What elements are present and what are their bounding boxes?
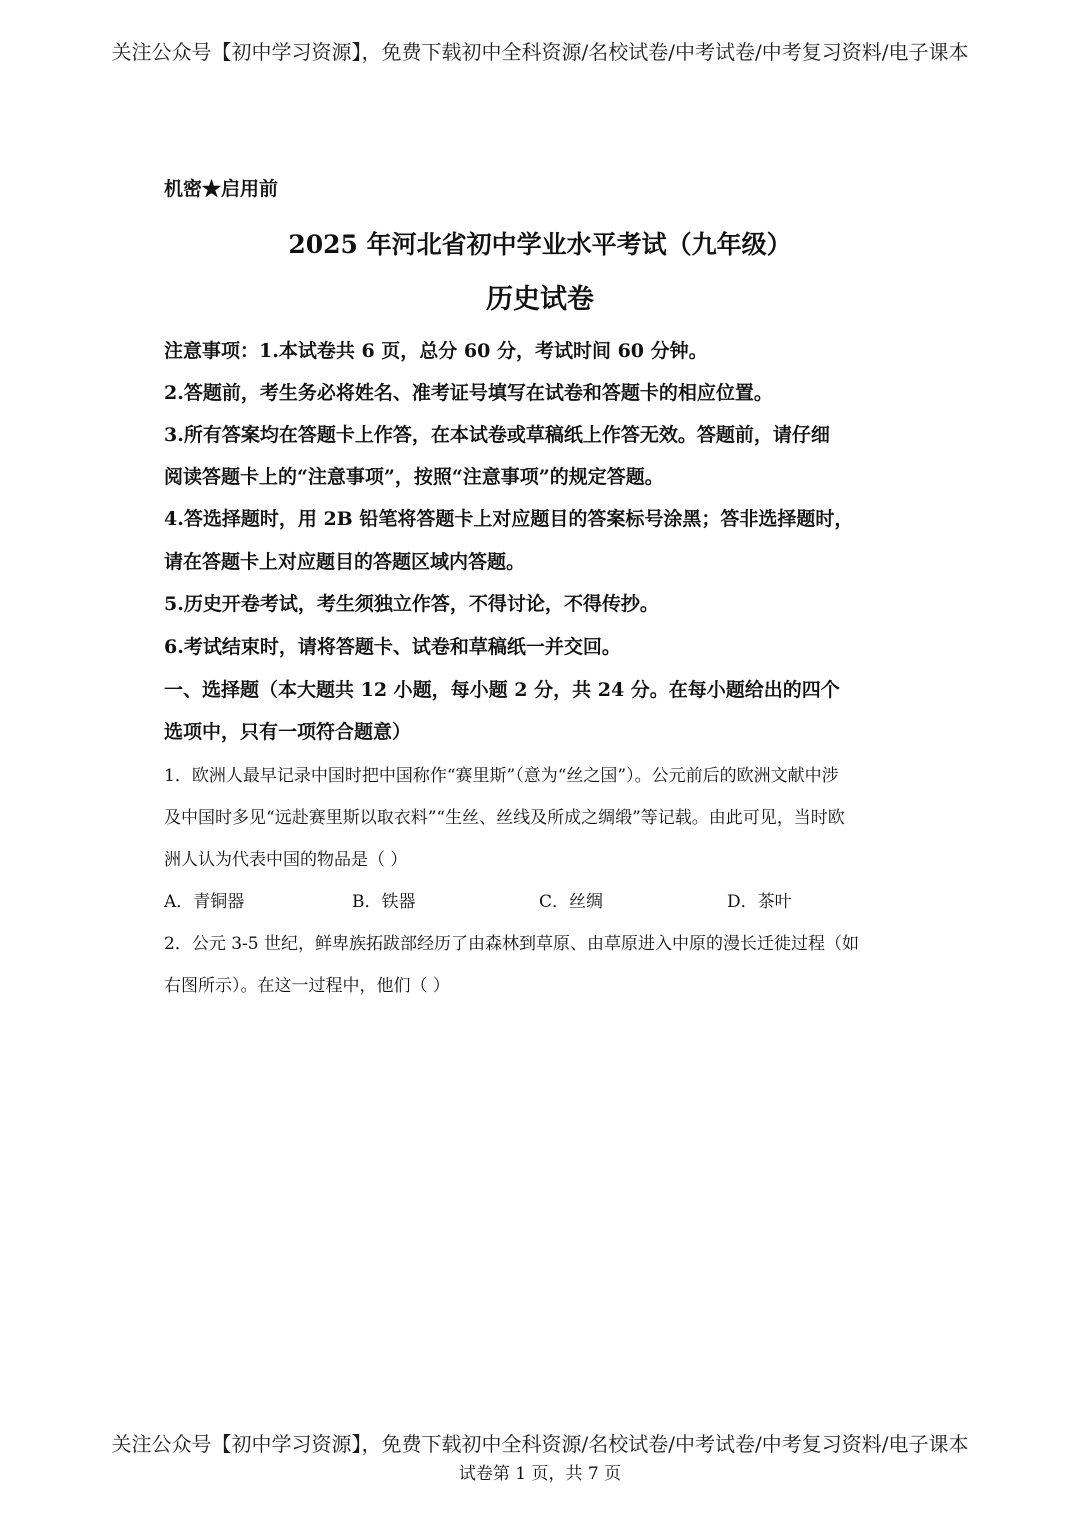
page-number: 试卷第 1 页，共 7 页 (458, 1464, 622, 1484)
notice-line: 3.所有答案均在答题卡上作答，在本试卷或草稿纸上作答无效。答题前，请仔细 (164, 424, 830, 446)
question-1-line: 及中国时多见“远赴赛里斯以取衣料”“生丝、丝线及所成之绸缎”等记载。由此可见，当时欧 (164, 808, 845, 828)
question-2-line: 右图所示）。在这一过程中，他们（ ） (164, 976, 450, 996)
question-1-line: 洲人认为代表中国的物品是（ ） (164, 850, 408, 870)
section-heading-line: 选项中，只有一项符合题意） (164, 721, 412, 743)
option-d: D．茶叶 (727, 892, 792, 912)
notice-line: 4.答选择题时，用 2B 铅笔将答题卡上对应题目的答案标号涂黑；答非选择题时， (164, 508, 854, 530)
confidential-label: 机密★启用前 (164, 178, 279, 200)
exam-title: 2025 年河北省初中学业水平考试（九年级） (288, 230, 792, 259)
notice-line: 6.考试结束时，请将答题卡、试卷和草稿纸一并交回。 (164, 636, 621, 658)
notice-line: 注意事项：1.本试卷共 6 页，总分 60 分，考试时间 60 分钟。 (164, 340, 708, 362)
exam-subject-title: 历史试卷 (486, 284, 594, 315)
section-heading-line: 一、选择题（本大题共 12 小题，每小题 2 分，共 24 分。在每小题给出的四个 (164, 679, 840, 701)
notice-line: 5.历史开卷考试，考生须独立作答，不得讨论，不得传抄。 (164, 593, 659, 615)
option-c: C．丝绸 (539, 892, 604, 912)
notice-line: 请在答题卡上对应题目的答题区域内答题。 (164, 551, 526, 573)
promo-banner-bottom: 关注公众号【初中学习资源】，免费下载初中全科资源/名校试卷/中考试卷/中考复习资料/电子课本 (111, 1432, 969, 1456)
option-b: B．铁器 (352, 892, 416, 912)
question-2-line: 2．公元 3-5 世纪，鲜卑族拓跋部经历了由森林到草原、由草原进入中原的漫长迁徙过程（如 (164, 934, 859, 954)
promo-banner-top: 关注公众号【初中学习资源】，免费下载初中全科资源/名校试卷/中考试卷/中考复习资料/电子课本 (111, 40, 969, 64)
notice-line: 阅读答题卡上的“注意事项”，按照“注意事项”的规定答题。 (164, 466, 664, 488)
notice-line: 2.答题前，考生务必将姓名、准考证号填写在试卷和答题卡的相应位置。 (164, 382, 773, 404)
question-1-line: 1．欧洲人最早记录中国时把中国称作“赛里斯”（意为“丝之国”）。公元前后的欧洲文献中涉 (164, 766, 839, 786)
option-a: A．青铜器 (164, 892, 245, 912)
